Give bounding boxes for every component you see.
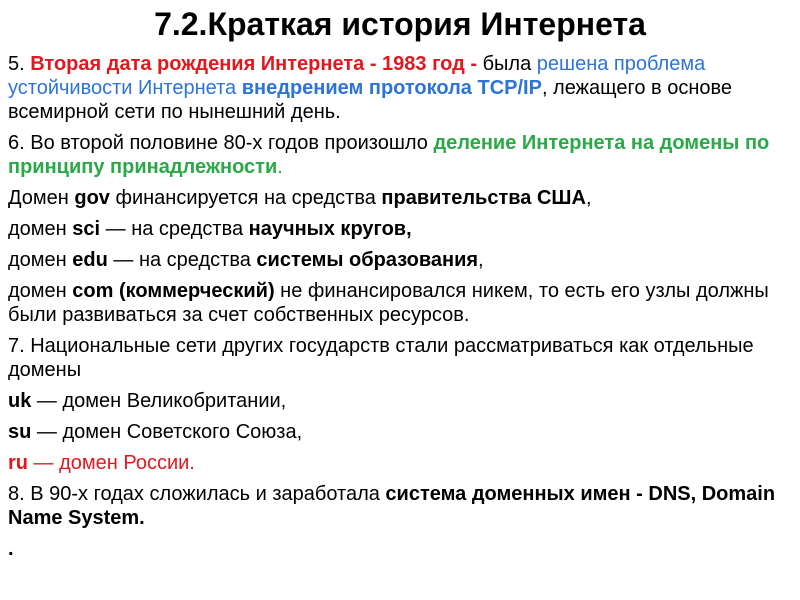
su-label: su <box>8 421 32 443</box>
p5-protocol: внедрением протокола TCP/IP <box>241 77 542 99</box>
paragraph-7: 7. Национальные сети других государств стали рассматриваться как отдельные домены <box>8 335 754 381</box>
domain-su: su — домен Советского Союза, <box>8 421 303 443</box>
p6-text: 6. Во второй половине 80-х годов произошло <box>8 132 434 154</box>
p5-stability: решена проблема устойчивости Интернета <box>8 53 706 99</box>
domain-com: домен com (коммерческий) не финансировался никем, то есть его узлы должны были развиваться за счет собственных ресурсов. <box>8 280 769 326</box>
domain-sci: домен sci — на средства научных кругов, <box>8 218 412 240</box>
p5-second-birth: Вторая дата рождения Интернета <box>30 53 365 75</box>
p6-domains: деление Интернета на домены по принципу принадлежности <box>8 132 770 178</box>
trailing-dot: . <box>8 538 14 560</box>
sci-label: sci <box>72 218 101 240</box>
dns-label: система доменных имен - DNS, Domain Name System. <box>8 483 776 529</box>
uk-label: uk <box>8 390 32 412</box>
slide-content <box>8 52 794 568</box>
ru-label: ru <box>8 452 28 474</box>
domain-uk: uk — домен Великобритании, <box>8 390 287 412</box>
paragraph-5 <box>8 52 794 124</box>
domain-edu: домен edu — на средства системы образования, <box>8 249 484 271</box>
paragraph-6: 6. Во второй половине 80-х годов произошло деление Интернета на домены по принципу принадлежности. <box>8 132 770 178</box>
p5-text-2: , лежащего в основе всемирной сети по нынешний день. <box>8 77 733 123</box>
p5-text-1: была <box>477 53 537 75</box>
paragraph-8: 8. В 90-х годах сложилась и заработала система доменных имен - DNS, Domain Name System. <box>8 483 776 529</box>
slide-title: 7.2.Краткая история Интернета <box>154 6 646 42</box>
com-label: com (коммерческий) <box>72 280 275 302</box>
gov-label: gov <box>74 187 110 209</box>
edu-label: edu <box>72 249 108 271</box>
p5-number: 5. <box>8 53 31 75</box>
domain-ru: ru — домен России. <box>8 452 195 474</box>
p5-year: - 1983 год - <box>369 53 478 75</box>
domain-gov: Домен gov финансируется на средства правительства США, <box>8 187 592 209</box>
